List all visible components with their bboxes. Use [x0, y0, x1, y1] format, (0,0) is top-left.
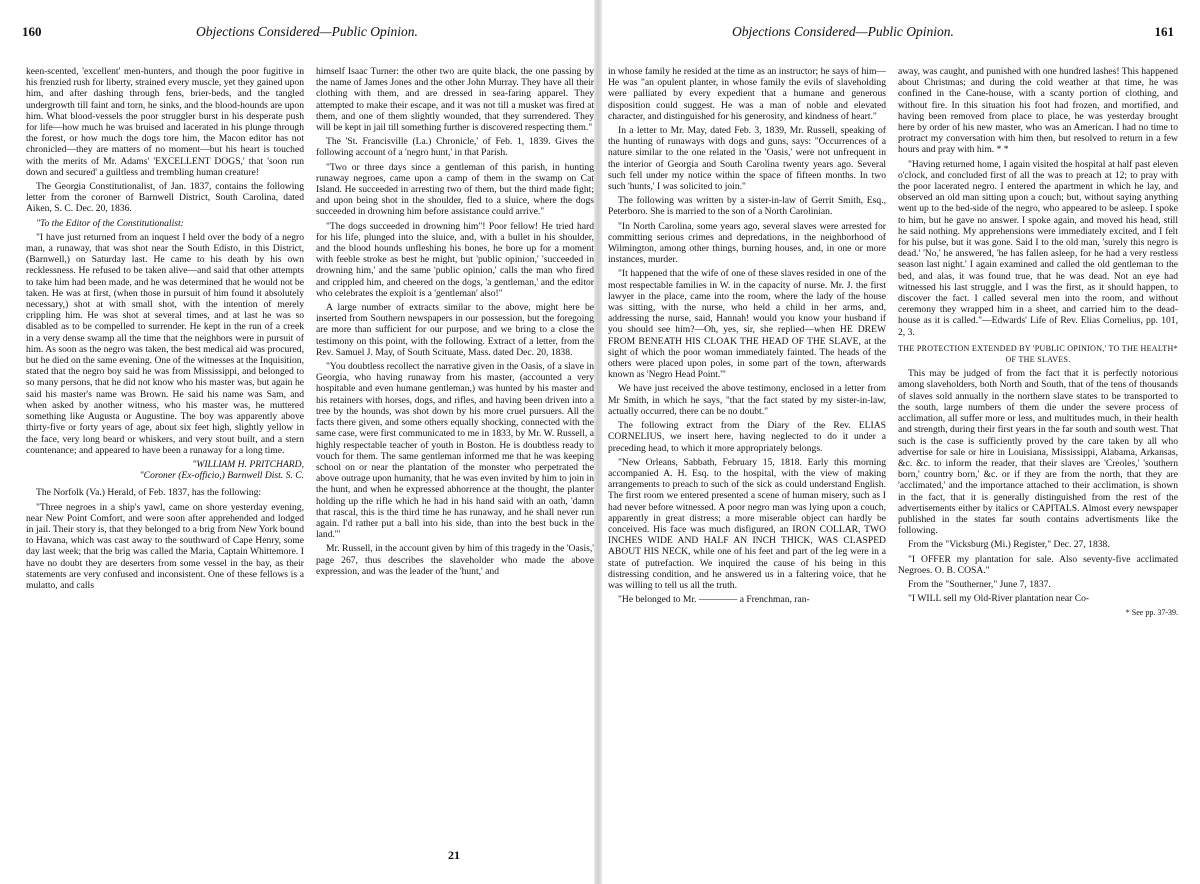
paragraph: "I OFFER my plantation for sale. Also seventy-five acclimated Negroes. O. B. COSA." — [898, 553, 1178, 576]
paragraph: The following extract from the Diary of the Rev. ELIAS CORNELIUS, we insert here, having neglected to do it under a preceding head, to which it more appropriately belongs. — [608, 420, 886, 454]
paragraph: We have just received the above testimony, enclosed in a letter from Mr Smith, in which he says, "that the fact stated by my sister-in-law, actually occurred, there can be no doubt." — [608, 383, 886, 417]
paragraph: The following was written by a sister-in-law of Gerrit Smith, Esq., Peterboro. She is married to the son of a North Carolinian. — [608, 195, 886, 218]
paragraph: From the "Southerner," June 7, 1837. — [908, 578, 1051, 590]
paragraph: keen-scented, 'excellent' men-hunters, and though the poor fugitive in his frenzied rush for liberty, strained every muscle, yet they gained upon him, and after dashing through fens, brier-beds, and the tangled undergrowth till faint and torn, he sinks, and the blood-hounds are upon him. What blood-vessels the poor struggler burst in his desperate push for life—how much he was bruised and lacerated in his plunge through the forest, or how much the dogs tore him, the Macon editor has not chronicled—they are matters of no moment—but his heart is touched with the merits of Mr. Adams' 'EXCELLENT DOGS,' that 'soon run down and secured' a guiltless and trembling human creature! — [26, 66, 304, 178]
paragraph: in whose family he resided at the time as an instructor; he says of him—He was "an opulent planter, in whose family the evils of slaveholding were palliated by every expedient that a humane and generous disposition could suggest. He was a man of noble and elevated character, and distinguished for his generosity, and kindness of heart." — [608, 66, 886, 122]
paragraph: "The dogs succeeded in drowning him"! Poor fellow! He tried hard for his life, plunged into the sluice, and, with a bullet in his shoulder, and the blood hounds unfleshing his bones, he bore up for a moment with feeble stroke as best he might, but 'public opinion,' 'succeeded in drowning him,' and the same 'public opinion,' calls the man who fired and crippled him, and cheered on the dogs, 'a gentleman,' and the editor who celebrates the exploit is a 'gentleman' also!" — [316, 220, 594, 299]
paragraph: away, was caught, and punished with one hundred lashes! This happened about Christmas; and during the cold weather at that time, he was confined in the Cane-house, with a scanty portion of clothing, and without fire. In this situation his foot had frozen, and mortified, and having been removed from place to place, he was yesterday brought here by order of his new master, who was an American. I had no time to protract my conversation with him then, but resolved to return in a few hours and pray with him. * * — [898, 66, 1178, 156]
paragraph: himself Isaac Turner: the other two are quite black, the one passing by the name of James Jones and the other John Murray. They have all their clothing with them, and are dressed in sea-faring apparel. They attempted to make their escape, and it was not till a musket was fired at them, and one of them slightly wounded, that they surrendered. They will be kept in jail till something further is discovered respecting them." — [316, 66, 594, 134]
paragraph: From the "Vicksburg (Mi.) Register," Dec. 27, 1838. — [908, 539, 1110, 551]
paragraph: "I WILL sell my Old-River plantation near Co- — [908, 593, 1090, 605]
paragraph: "It happened that the wife of one of these slaves resided in one of the most respectable families in W. in the capacity of nurse. Mr. J. the first lawyer in the place, came into the room, where the lady of the house was sitting, with the nurse, who held a child in her arms, and, addressing the nurse, said, Hannah! would you know your husband if you should see him?—Oh, yes, sir, she replied—when HE DREW FROM BENEATH HIS CLOAK THE HEAD OF THE SLAVE, at the sight of which the poor woman immediately fainted. The heads of the others were placed upon poles, in some part of the town, afterwards known as 'Negro Head Point.'" — [608, 268, 886, 381]
footnote: * See pp. 37-39. — [1125, 608, 1178, 618]
paragraph: A large number of extracts similar to the above, might here be inserted from Southern newspapers in our possession, but the foregoing are more than sufficient for our purpose, and we bring to a close the testimony on this point, with the following. Extract of a letter, from the Rev. Samuel J. May, of South Scituate, Mass. dated Dec. 20, 1838. — [316, 302, 594, 358]
paragraph: The Georgia Constitutionalist, of Jan. 1837, contains the following letter from the coroner of Barnwell District, South Carolina, dated Aiken, S. C. Dec. 20, 1836. — [26, 181, 304, 215]
left-running-head — [0, 24, 594, 44]
right-page — [602, 0, 1200, 884]
paragraph: "I have just returned from an inquest I held over the body of a negro man, a runaway, that was shot near the South Edisto, in this District, (Barnwell,) on Saturday last. He came to his death by his own recklessness. He refused to be taken alive—and said that other attempts to take him had been made, and he was determined that he would not be taken. He was at first, (when those in pursuit of him found it absolutely necessary,) shot at with small shot, with the intention of merely crippling him. He was shot at several times, and at last he was so disabled as to be compelled to surrender. He kept in the run of a creek in a very dense swamp all the time that the neighbors were in pursuit of him. As soon as the negro was taken, the best medical aid was procured, but he died on the same evening. One of the witnesses at the Inquisition, stated that the negro boy said he was from Mississippi, and belonged to so many persons, that he did not know who his master was, but again he said his master's name was Brown. He said his name was Sam, and when asked by another witness, who his master was, he muttered something like Augusta or Augustine. The boy was apparently above thirty-five or forty years of age, about six feet high, slightly yellow in the face, very long beard or whiskers, and very stout built, and a stern countenance; and appeared to have been a runaway for a long time. — [26, 231, 304, 456]
section-heading: THE PROTECTION EXTENDED BY 'PUBLIC OPINION,' TO THE HEALTH* OF THE SLAVES. — [898, 343, 1178, 365]
right-running-title: Objections Considered—Public Opinion. — [732, 24, 954, 39]
paragraph: This may be judged of from the fact that it is perfectly notorious among slaveholders, both North and South, that of the tens of thousands of slaves sold annually in the northern slave states to be transported to the south, large numbers of them die under the severe process of acclimation, all suffer more or less, and multitudes much, in their health and strength, during their first years in the far south and south west. That such is the case is sufficiently proved by the care taken by all who advertise for sale or hire in Louisiana, Mississippi, Alabama, Arkansas, &c. &c. to inform the reader, that their slaves are 'Creoles,' 'southern born,' country born,' &c. or if they are from the north, that they are 'acclimated,' and the importance attached to their acclimation, is shown in the fact, that it is generally distinguished from the rest of the advertisements either by italics or CAPITALS. Almost every newspaper published in the states far south contains advertisments like the following. — [898, 368, 1178, 537]
left-running-title: Objections Considered—Public Opinion. — [196, 24, 418, 39]
signature-title: "Coroner (Ex-officio,) Barnwell Dist. S. C. — [139, 470, 304, 482]
right-running-head — [602, 24, 1200, 44]
paragraph: "Three negroes in a ship's yawl, came on shore yesterday evening, near New Point Comfort, and were soon after apprehended and lodged in jail. Their story is, that they belonged to a brig from New York bound to Havana, which was cast away to the southward of Cape Henry, some day last week; that the brig was called the Maria, Captain Whittemore. I have no doubt they are deserters from some vessel in the bay, as their statements are very confused and inconsistent. One of these fellows is a mulatto, and calls — [26, 501, 304, 591]
right-column-1 — [608, 66, 886, 878]
book-gutter — [594, 0, 602, 884]
paragraph: Mr. Russell, in the account given by him of this tragedy in the 'Oasis,' page 267, thus describes the slaveholder who made the above expression, and was the leader of the 'hunt,' and — [316, 543, 594, 577]
paragraph: In a letter to Mr. May, dated Feb. 3, 1839, Mr. Russell, speaking of the hunting of runaways with dogs and guns, says: "Occurrences of a nature similar to the one related in the 'Oasis,' were not unfrequent in the interior of Georgia and South Carolina twenty years ago. Several such fell under my notice within the space of fifteen months. In two such 'hunts,' I was solicited to join." — [608, 125, 886, 193]
paragraph: "He belonged to Mr. ———— a Frenchman, ran- — [618, 594, 810, 606]
paragraph: "New Orleans, Sabbath, February 15, 1818. Early this morning accompanied A. H. Esq. to the hospital, with the view of making arrangements to preach to such of the sick as could understand English. The first room we entered presented a scene of human misery, such as I had never before witnessed. A poor negro man was lying upon a couch, apparently in great distress; a more miserable object can hardly be conceived. His face was much disfigured, an IRON COLLAR, TWO INCHES WIDE AND HALF AN INCH THICK, WAS CLASPED ABOUT HIS NECK, while one of his feet and part of the leg were in a state of putrefaction. We inquired the cause of his being in this distressing condition, and he answered us in a faltering voice, that he was willing to tell us all the truth. — [608, 456, 886, 591]
paragraph: The 'St. Francisville (La.) Chronicle,' of Feb. 1, 1839. Gives the following account of a 'negro hunt,' in that Parish. — [316, 136, 594, 159]
paragraph: "In North Carolina, some years ago, several slaves were arrested for committing serious crimes and depredations, in the neighborhood of Wilmington, among other things, burning houses, and, in one or more instances, murder. — [608, 220, 886, 266]
left-page-number: 160 — [22, 24, 42, 39]
paragraph: "You doubtless recollect the narrative given in the Oasis, of a slave in Georgia, who having runaway from his master, (accounted a very hospitable and even humane gentleman,) was hunted by his master and his retainers with horses, dogs, and rifles, and having been driven into a tree by the hounds, was shot down by his more cruel pursuers. All the facts there given, and some others equally shocking, connected with the same case, were first communicated to me in 1833, by Mr. W. Russell, a highly respectable teacher of youth in Boston. He is doubtless ready to vouch for them. The same gentleman informed me that he was keeping school on or near the plantation of the monster who perpetrated the above outrage upon humanity, that he was even invited by him to join in the hunt, and when he expressed abhorrence at the thought, the planter holding up the rifle which he had in his hand said with an oath, 'damn that rascal, this is the third time he has runaway, and he shall never run again. I'd rather put a ball into his side, than into the best buck in the land.'" — [316, 361, 594, 541]
paragraph: "To the Editor of the Constitutionalist: — [36, 217, 184, 229]
paragraph: The Norfolk (Va.) Herald, of Feb. 1837, has the following: — [36, 487, 262, 499]
signature: "WILLIAM H. PRITCHARD, — [192, 458, 304, 470]
paragraph: "Having returned home, I again visited the hospital at half past eleven o'clock, and concluded first of all the was to preach at 12; to pray with the poor lacerated negro. I entered the apartment in which he lay, and observed an old man sitting upon a couch; but, without saying anything went up to the bed-side of the negro, who appeared to be asleep. I spoke to him, but he gave no answer. I spoke again, and moved his head, still he said nothing. My apprehensions were immediately excited, and I felt for his pulse, but it was gone. Said I to the old man, 'surely this negro is dead.' 'No,' he answered, 'he has fallen asleep, for he had a very restless season last night.' I again examined and called the old gentleman to the bed, and alas, it was found true, that he was dead. Not an eye had witnessed his last struggle, and I was the first, as it should happen, to discover the fact. I called several men into the room, and without ceremony they wrapped him in a sheet, and carried him to the dead-house as it is called."—Edwards' Life of Rev. Elias Cornelius, pp. 101, 2, 3. — [898, 158, 1178, 338]
right-page-number: 161 — [1154, 24, 1174, 39]
left-column-1 — [26, 66, 304, 878]
left-column-2 — [316, 66, 594, 878]
left-page — [0, 0, 594, 884]
signature-mark: 21 — [448, 848, 460, 862]
paragraph: "Two or three days since a gentleman of this parish, in hunting runaway negroes, came upon a camp of them in the swamp on Cat Island. He succeeded in arresting two of them, but the third made fight; and upon being shot in the shoulder, fled to a sluice, where the dogs succeeded in drowning him before assistance could arrive." — [316, 161, 594, 218]
right-column-2 — [898, 66, 1178, 878]
